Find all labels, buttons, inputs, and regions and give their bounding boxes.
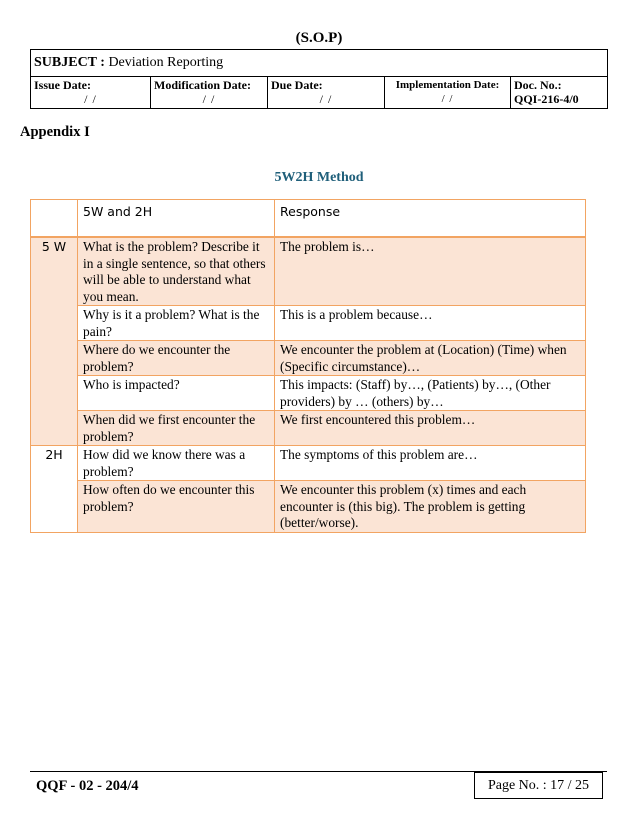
doc-no-value: QQI-216-4/0 (514, 92, 579, 106)
appendix-heading: Appendix I (20, 124, 90, 140)
page-number: Page No. : 17 / 25 (474, 772, 603, 799)
modification-date-label: Modification Date: (154, 78, 251, 92)
due-date-cell (268, 77, 385, 109)
table-row (31, 446, 586, 481)
column-header-response: Response (275, 200, 586, 238)
response-cell: The problem is… (275, 237, 586, 306)
table-row (31, 481, 586, 533)
implementation-date-label: Implementation Date: (395, 79, 500, 91)
response-cell: This impacts: (Staff) by…, (Patients) by…, (Other providers) by … (others) by… (275, 376, 586, 411)
table-row (31, 306, 586, 341)
question-cell: When did we first encounter the problem? (78, 411, 275, 446)
modification-date-value: / / (202, 92, 216, 106)
response-cell: The symptoms of this problem are… (275, 446, 586, 481)
5w2h-table (30, 199, 586, 533)
question-cell: Why is it a problem? What is the pain? (78, 306, 275, 341)
implementation-date-cell (385, 77, 511, 109)
column-header-question: 5W and 2H (78, 200, 275, 238)
table-row (31, 237, 586, 306)
subject-cell (31, 50, 608, 77)
form-code: QQF - 02 - 204/4 (36, 778, 139, 794)
due-date-value: / / (319, 92, 333, 106)
category-cell-5w: 5 W (31, 237, 78, 446)
table-row (31, 341, 586, 376)
table-header-row (31, 200, 586, 238)
method-title: 5W2H Method (274, 170, 364, 185)
category-cell-2h: 2H (31, 446, 78, 533)
response-cell: We encounter this problem (x) times and each encounter is (this big). The problem is getting (better/worse). (275, 481, 586, 533)
column-header-category (31, 200, 78, 238)
issue-date-value: / / (84, 92, 97, 106)
response-cell: This is a problem because… (275, 306, 586, 341)
table-row (31, 376, 586, 411)
question-cell: What is the problem? Describe it in a single sentence, so that others will be able to understand what you mean. (78, 237, 275, 306)
sop-title: (S.O.P) (295, 30, 343, 46)
subject-value: Deviation Reporting (108, 55, 224, 70)
doc-no-label: Doc. No.: (514, 78, 562, 92)
table-row (31, 411, 586, 446)
due-date-label: Due Date: (271, 78, 323, 92)
question-cell: Where do we encounter the problem? (78, 341, 275, 376)
question-cell: How often do we encounter this problem? (78, 481, 275, 533)
implementation-date-value: / / (441, 93, 454, 105)
doc-no-cell (511, 77, 608, 109)
subject-label: SUBJECT : (34, 55, 105, 70)
modification-date-cell (151, 77, 268, 109)
response-cell: We encounter the problem at (Location) (Time) when (Specific circumstance)… (275, 341, 586, 376)
issue-date-label: Issue Date: (34, 78, 91, 92)
question-cell: How did we know there was a problem? (78, 446, 275, 481)
document-header-table (30, 49, 608, 109)
question-cell: Who is impacted? (78, 376, 275, 411)
response-cell: We first encountered this problem… (275, 411, 586, 446)
issue-date-cell (31, 77, 151, 109)
